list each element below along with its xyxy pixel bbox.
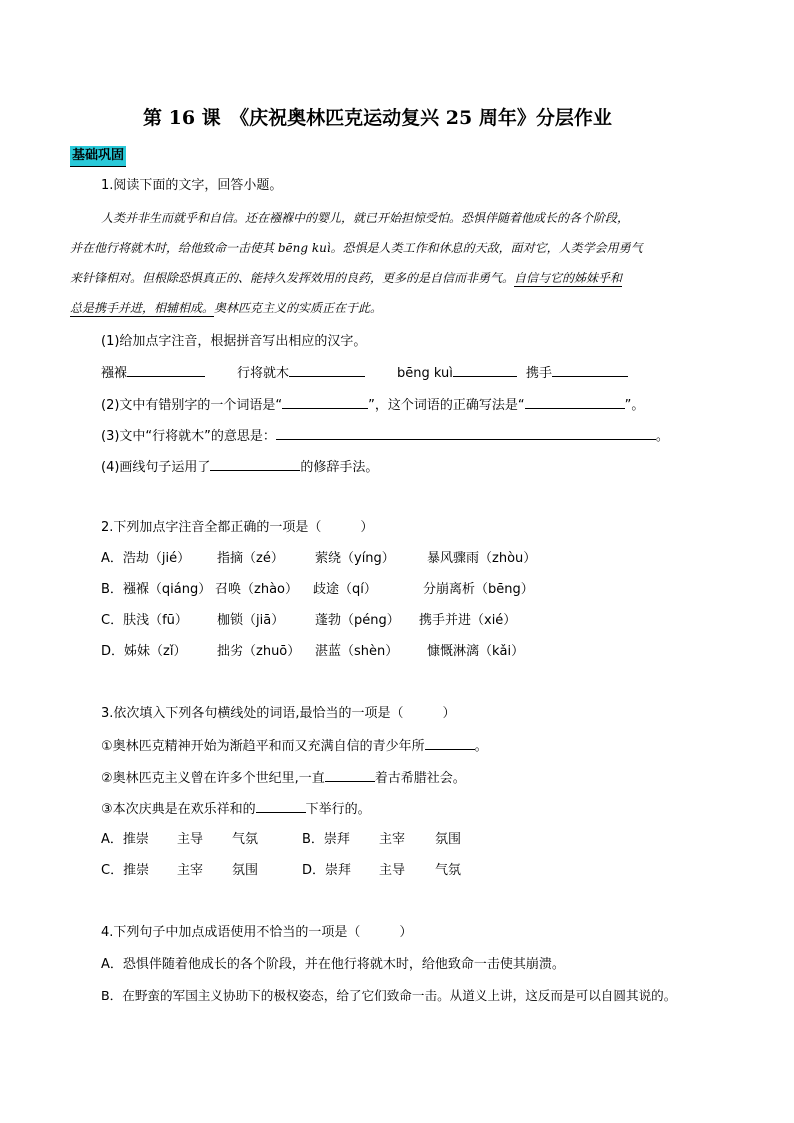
item-label: bēng kuì xyxy=(397,366,453,381)
option-term: 氛围 xyxy=(435,832,462,847)
sub3-text: (3)文中“行将就木”的意思是： xyxy=(101,429,276,444)
page-title: 第 16 课 《庆祝奥林匹克运动复兴 25 周年》分层作业 xyxy=(143,107,612,129)
q1-sub1: (1)给加点字注音，根据拼音写出相应的汉字。 xyxy=(101,334,367,349)
option-term: 歧途（qí） xyxy=(313,582,377,597)
q4-option-a[interactable]: A．恐惧伴随着他成长的各个阶段，并在他行将就木时，给他致命一击使其崩溃。 xyxy=(101,957,565,972)
q1-sub1-item-4 xyxy=(526,362,628,384)
underlined-sentence: 自信与它的姊妹乎和 xyxy=(514,271,623,285)
item-label: 襁褓 xyxy=(101,366,128,381)
q3-options-row-1[interactable] xyxy=(101,830,521,850)
option-term: B．襁褓（qiáng） xyxy=(101,582,212,597)
passage-text: 来针锋相对。但根除恐惧真正的、能持久发挥效用的良药，更多的是自信而非勇气。 xyxy=(70,271,515,285)
q2-option-c[interactable] xyxy=(101,611,621,631)
q3-stem: 3.依次填入下列各句横线处的词语,最恰当的一项是（ ） xyxy=(101,706,456,721)
option-term: 携手并进（xié） xyxy=(419,613,517,628)
q1-passage-line-1: 人类并非生而就乎和自信。还在襁褓中的婴儿，就已开始担惊受怕。恐惧伴随着他成长的各个阶段， xyxy=(101,211,630,225)
option-term: 拙劣（zhuō） xyxy=(217,644,301,659)
option-term: C．推崇 xyxy=(101,863,150,878)
sentence-text: ①奥林匹克精神开始为渐趋平和而又充满自信的青少年所 xyxy=(101,739,425,754)
option-term: A．推崇 xyxy=(101,832,149,847)
q3-sentence-3 xyxy=(101,798,371,820)
q1-sub2 xyxy=(101,394,644,416)
sub3-text: 。 xyxy=(655,429,669,444)
option-term: 指摘（zé） xyxy=(217,551,284,566)
answer-blank[interactable] xyxy=(525,394,625,409)
option-term: 主宰 xyxy=(177,863,204,878)
item-label: 携手 xyxy=(526,366,553,381)
option-term: 召唤（zhào） xyxy=(215,582,298,597)
sentence-text: ②奥林匹克主义曾在许多个世纪里,一直 xyxy=(101,771,325,786)
q1-sub1-item-1 xyxy=(101,362,205,384)
answer-blank[interactable] xyxy=(210,456,300,471)
q3-sentence-1 xyxy=(101,735,488,757)
sentence-text: 着古希腊社会。 xyxy=(374,771,466,786)
q4-stem: 4.下列句子中加点成语使用不恰当的一项是（ ） xyxy=(101,925,413,940)
option-term: 主宰 xyxy=(379,832,406,847)
answer-blank[interactable] xyxy=(256,798,306,813)
q1-stem: 1.阅读下面的文字，回答小题。 xyxy=(101,178,283,193)
item-label: 行将就木 xyxy=(237,366,290,381)
option-term: 分崩离析（bēng） xyxy=(423,582,534,597)
q2-stem: 2.下列加点字注音全都正确的一项是（ ） xyxy=(101,520,374,535)
sub2-text: (2)文中有错别字的一个词语是“ xyxy=(101,398,283,413)
sub4-text: 的修辞手法。 xyxy=(300,460,379,475)
answer-blank[interactable] xyxy=(552,362,628,377)
q1-sub1-item-2 xyxy=(237,362,365,384)
sub2-text: ”。 xyxy=(624,398,645,413)
sentence-text: 。 xyxy=(474,739,488,754)
sub4-text: (4)画线句子运用了 xyxy=(101,460,211,475)
q1-passage-line-3 xyxy=(70,268,622,288)
answer-blank[interactable] xyxy=(276,425,656,440)
option-term: 枷锁（jiā） xyxy=(217,613,285,628)
answer-blank[interactable] xyxy=(425,735,475,750)
q1-sub1-item-3 xyxy=(397,362,517,384)
answer-blank[interactable] xyxy=(325,767,375,782)
sentence-text: ③本次庆典是在欢乐祥和的 xyxy=(101,802,256,817)
option-term: 主导 xyxy=(177,832,204,847)
passage-text: 奥林匹克主义的实质正在于此。 xyxy=(214,301,383,315)
option-term: 蓬勃（péng） xyxy=(315,613,400,628)
option-term: B．崇拜 xyxy=(302,832,350,847)
option-term: D．崇拜 xyxy=(302,863,352,878)
option-term: 湛蓝（shèn） xyxy=(315,644,399,659)
option-term: 气氛 xyxy=(435,863,462,878)
option-term: 暴风骤雨（zhòu） xyxy=(427,551,537,566)
option-term: C．肤浅（fū） xyxy=(101,613,188,628)
option-term: 主导 xyxy=(379,863,406,878)
sentence-text: 下举行的。 xyxy=(305,802,371,817)
option-term: 慷慨淋漓（kǎi） xyxy=(427,644,525,659)
option-term: 萦绕（yíng） xyxy=(315,551,395,566)
option-term: 气氛 xyxy=(232,832,259,847)
option-term: A．浩劫（jié） xyxy=(101,551,191,566)
q2-option-d[interactable] xyxy=(101,642,621,662)
q3-options-row-2[interactable] xyxy=(101,861,521,881)
section-badge: 基础巩固 xyxy=(70,146,126,167)
q1-passage-line-2: 并在他行将就木时，给他致命一击使其 bēng kuì。恐惧是人类工作和休息的天敌，面对它，人类学会用勇气 xyxy=(70,241,643,255)
q2-option-b[interactable] xyxy=(101,580,621,600)
q4-option-b[interactable]: B．在野蛮的军国主义协助下的极权姿态，给了它们致命一击。从道义上讲，这反而是可以自圆其说的。 xyxy=(101,988,677,1003)
underlined-sentence: 总是携手并进，相辅相成。 xyxy=(70,301,215,315)
option-term: 氛围 xyxy=(232,863,259,878)
q1-sub3 xyxy=(101,425,669,447)
q3-sentence-2 xyxy=(101,767,466,789)
answer-blank[interactable] xyxy=(282,394,368,409)
option-term: D．姊妹（zǐ） xyxy=(101,644,187,659)
sub2-text: ”，这个词语的正确写法是“ xyxy=(368,398,525,413)
q1-passage-line-4 xyxy=(70,298,382,318)
q1-sub4 xyxy=(101,456,378,478)
answer-blank[interactable] xyxy=(453,362,517,377)
q2-option-a[interactable] xyxy=(101,549,621,569)
answer-blank[interactable] xyxy=(127,362,205,377)
answer-blank[interactable] xyxy=(289,362,365,377)
